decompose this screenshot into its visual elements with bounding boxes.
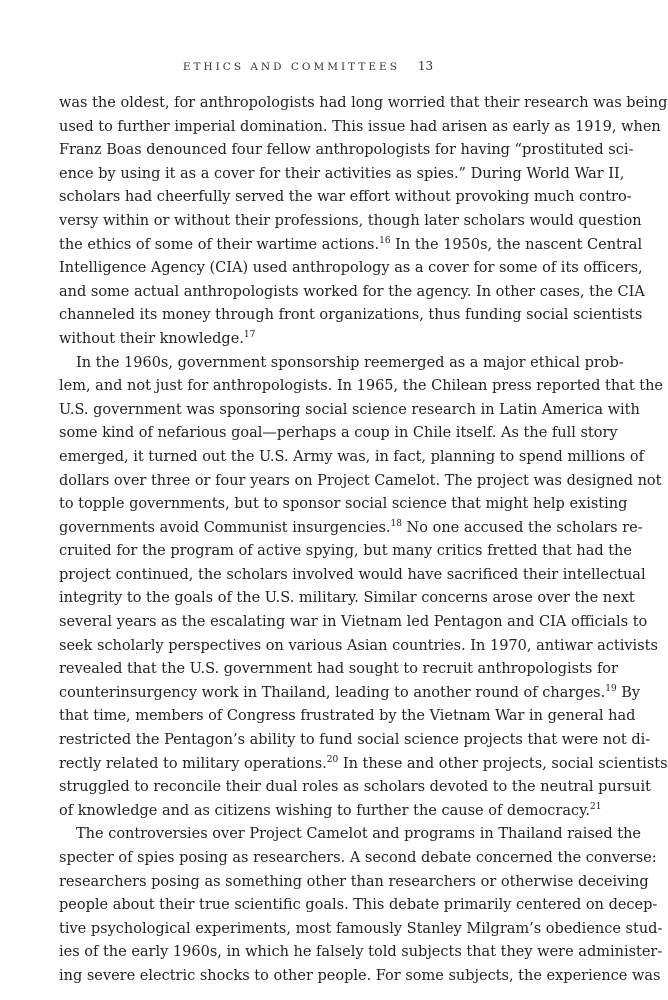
text-line xyxy=(59,682,641,706)
text-run: In the 1960s, government sponsorship reemerged as a major ethical prob- xyxy=(76,354,624,371)
text-run: Franz Boas denounced four fellow anthropologists for having “prostituted sci- xyxy=(59,142,634,159)
text-run: channeled its money through front organizations, thus funding social scientists xyxy=(59,307,643,324)
text-line xyxy=(59,847,657,871)
text-run: lem, and not just for anthropologists. In 1965, the Chilean press reported that the xyxy=(59,378,664,395)
text-line xyxy=(59,753,668,777)
text-run: project continued, the scholars involved would have sacrificed their intellectual xyxy=(59,566,646,583)
text-line xyxy=(59,92,668,116)
text-run: By xyxy=(616,684,641,701)
text-run: emerged, it turned out the U.S. Army was, in fact, planning to spend millions of xyxy=(59,448,644,465)
footnote-ref: 21 xyxy=(589,801,602,812)
text-run: ies of the early 1960s, in which he falsely told subjects that they were administer- xyxy=(59,944,663,961)
running-head xyxy=(0,59,616,73)
paragraph xyxy=(59,352,668,824)
text-line xyxy=(59,918,663,942)
text-line xyxy=(59,422,618,446)
text-line xyxy=(59,564,646,588)
footnote-ref: 19 xyxy=(605,684,617,695)
paragraph xyxy=(59,823,663,988)
text-run: researchers posing as something other than researchers or otherwise deceiving xyxy=(59,873,649,890)
text-run: U.S. government was sponsoring social science research in Latin America with xyxy=(59,401,640,418)
text-run: several years as the escalating war in Vietnam led Pentagon and CIA officials to xyxy=(59,614,648,631)
text-run: In the 1950s, the nascent Central xyxy=(390,236,643,253)
text-line xyxy=(59,399,640,423)
text-run: was the oldest, for anthropologists had long worried that their research was being xyxy=(59,95,668,111)
text-line xyxy=(59,163,625,187)
text-line xyxy=(59,328,547,352)
text-line xyxy=(59,375,664,399)
text-run: revealed that the U.S. government had sought to recruit anthropologists for xyxy=(59,661,618,678)
text-run: integrity to the goals of the U.S. military. Similar concerns arose over the next xyxy=(59,590,635,607)
text-line xyxy=(59,304,643,328)
text-line xyxy=(59,470,662,494)
running-head-title: ETHICS AND COMMITTEES xyxy=(182,61,400,73)
text-run: ing severe electric shocks to other people. For some subjects, the experience was xyxy=(59,967,661,984)
text-run: and some actual anthropologists worked for the agency. In other cases, the CIA xyxy=(59,283,645,300)
page-number: 13 xyxy=(417,59,434,73)
text-run: used to further imperial domination. This issue had arisen as early as 1919, when xyxy=(59,118,661,135)
footnote-ref: 17 xyxy=(243,330,256,341)
text-run: versy within or without their professions, though later scholars would question xyxy=(59,212,642,229)
text-line xyxy=(59,894,658,918)
text-line xyxy=(59,234,643,258)
text-line xyxy=(59,540,632,564)
paragraph xyxy=(59,92,668,352)
text-line xyxy=(59,281,645,305)
text-run: restricted the Pentagon’s ability to fund social science projects that were not di- xyxy=(59,732,651,749)
text-line xyxy=(59,257,643,281)
text-run: seek scholarly perspectives on various Asian countries. In 1970, antiwar activists xyxy=(59,637,658,654)
text-line xyxy=(59,823,641,847)
text-run: the ethics of some of their wartime actions. xyxy=(59,236,380,253)
text-run: scholars had cheerfully served the war effort without provoking much contro- xyxy=(59,189,632,206)
body-text xyxy=(59,92,668,989)
text-run: to topple governments, but to sponsor social science that might help existing xyxy=(59,496,628,513)
text-run: counterinsurgency work in Thailand, leading to another round of charges. xyxy=(59,684,606,701)
footnote-ref: 16 xyxy=(379,235,391,246)
text-run: tive psychological experiments, most famously Stanley Milgram’s obedience stud- xyxy=(59,920,663,937)
text-run: Intelligence Agency (CIA) used anthropology as a cover for some of its officers, xyxy=(59,260,643,277)
text-line xyxy=(59,517,643,541)
text-run: of knowledge and as citizens wishing to further the cause of democracy. xyxy=(59,802,590,819)
text-line xyxy=(59,116,661,140)
text-run: ence by using it as a cover for their activities as spies.” During World War II, xyxy=(59,165,625,182)
text-run: that time, members of Congress frustrated by the Vietnam War in general had xyxy=(59,708,636,725)
text-run: rectly related to military operations. xyxy=(59,755,327,772)
text-run: cruited for the program of active spying, but many critics fretted that had the xyxy=(59,543,632,560)
text-run: dollars over three or four years on Project Camelot. The project was designed not xyxy=(59,472,662,489)
text-line xyxy=(59,493,628,517)
text-run: people about their true scientific goals. This debate primarily centered on decep- xyxy=(59,897,658,914)
text-line xyxy=(59,941,663,965)
footnote-ref: 20 xyxy=(326,754,339,765)
text-line xyxy=(59,871,649,895)
text-run: struggled to reconcile their dual roles as scholars devoted to the neutral pursuit xyxy=(59,779,651,796)
text-line xyxy=(59,776,651,800)
text-line xyxy=(59,139,634,163)
text-line xyxy=(59,729,651,753)
text-line xyxy=(59,210,642,234)
text-run: The controversies over Project Camelot and programs in Thailand raised the xyxy=(76,826,641,843)
text-line xyxy=(59,352,624,376)
text-line xyxy=(59,658,618,682)
text-run: specter of spies posing as researchers. A second debate concerned the converse: xyxy=(59,850,657,866)
text-line xyxy=(59,965,661,989)
text-run: In these and other projects, social scientists xyxy=(338,755,668,772)
text-line xyxy=(59,800,602,824)
text-run: No one accused the scholars re- xyxy=(401,519,643,536)
text-line xyxy=(59,705,636,729)
text-line xyxy=(59,611,648,635)
text-run: some kind of nefarious goal—perhaps a coup in Chile itself. As the full story xyxy=(59,425,618,442)
text-line xyxy=(59,635,658,659)
text-line xyxy=(59,446,644,470)
text-line xyxy=(59,587,635,611)
footnote-ref: 18 xyxy=(390,518,402,529)
text-run: governments avoid Communist insurgencies. xyxy=(59,519,391,536)
text-run: without their knowledge. xyxy=(59,330,244,347)
text-line xyxy=(59,186,632,210)
